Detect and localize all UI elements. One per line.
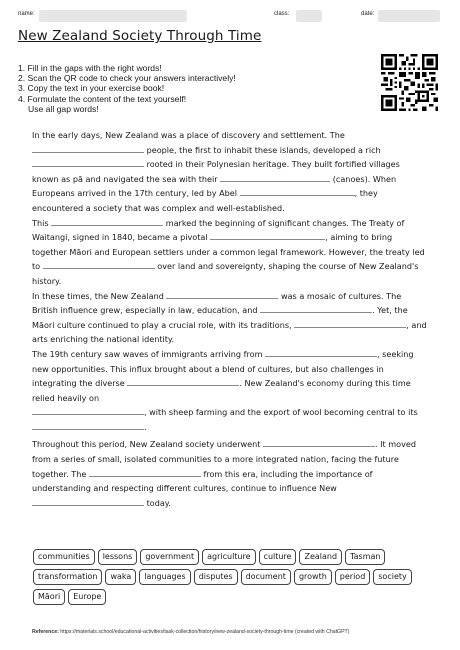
word-chip[interactable]: languages	[139, 569, 190, 585]
paragraph	[32, 347, 428, 435]
text-fragment: , and arts enriching the national identity.	[32, 319, 427, 345]
instruction-item: 2. Scan the QR code to check your answers interactively!	[18, 73, 236, 84]
word-chip[interactable]: agriculture	[202, 549, 255, 565]
word-chip[interactable]: Tasman	[345, 549, 385, 565]
class-label: class:	[274, 11, 290, 17]
word-chip[interactable]: society	[373, 569, 411, 585]
word-chip[interactable]: communities	[33, 549, 95, 565]
word-chip[interactable]: disputes	[194, 569, 238, 585]
name-field[interactable]	[39, 10, 187, 22]
text-fragment: In the early days, New Zealand was a place of discovery and settlement. The	[32, 130, 345, 140]
text-fragment: , aiming to bring together Māori and European settlers under a common legal framework. However, the treaty led to	[32, 232, 425, 272]
text-fragment: was a mosaic of cultures. The British influence grew, especially in law, education, and	[32, 290, 402, 316]
paragraph	[32, 216, 428, 289]
instruction-item: 1. Fill in the gaps with the right words!	[18, 63, 162, 73]
paragraph	[32, 289, 428, 347]
word-bank	[33, 549, 433, 605]
gap-field[interactable]	[32, 496, 144, 506]
text-fragment: . It moved from a series of small, isolated communities to a more integrated nation, facing the future together. The	[32, 439, 417, 479]
text-fragment: . New Zealand's economy during this time relied heavily on	[32, 378, 411, 403]
gap-field[interactable]	[89, 467, 201, 477]
word-chip[interactable]: period	[335, 569, 370, 585]
cloze-text	[32, 128, 428, 510]
date-field[interactable]	[378, 10, 440, 22]
gap-field[interactable]	[240, 186, 355, 196]
text-fragment: over land and sovereignty, shaping the course of New Zealand's history.	[32, 261, 419, 286]
gap-field[interactable]	[210, 230, 325, 240]
gap-field[interactable]	[43, 259, 155, 269]
gap-field[interactable]	[220, 172, 330, 182]
word-chip[interactable]: transformation	[33, 569, 102, 585]
text-fragment: , with sheep farming and the export of wool becoming central to its	[144, 407, 418, 418]
name-label: name:	[18, 11, 35, 17]
word-chip[interactable]: culture	[259, 549, 297, 565]
text-fragment: In these times, the New Zealand	[32, 290, 167, 301]
qr-code-icon[interactable]	[381, 54, 438, 111]
text-fragment: .	[144, 421, 147, 432]
text-fragment: people, the first to inhabit these islands, developed a rich	[144, 144, 381, 155]
paragraph	[32, 128, 428, 216]
instructions-list	[18, 63, 236, 114]
gap-field[interactable]	[166, 289, 278, 299]
instruction-item: Use all gap words!	[28, 103, 99, 114]
gap-field[interactable]	[260, 303, 372, 313]
gap-field[interactable]	[127, 376, 239, 386]
date-label: date:	[361, 11, 375, 17]
paragraph	[32, 437, 428, 510]
instruction-item: 3. Copy the text in your exercise book!	[18, 83, 165, 94]
reference-link[interactable]: https://materials.school/educational-activities/task-collection/history/new-zealand-society-through-time (created with ChatGPT)	[58, 629, 350, 635]
gap-field[interactable]	[51, 216, 163, 226]
text-fragment: from this era, including the importance of understanding and respecting different cultures, continue to influence New	[32, 468, 373, 494]
text-fragment: The 19th century saw waves of immigrants arriving from	[32, 348, 266, 359]
reference-label: Reference:	[32, 629, 59, 635]
gap-field[interactable]	[294, 318, 406, 328]
text-fragment: (canoes). When Europeans arrived in the 17th century, led by Abel	[32, 173, 397, 199]
gap-field[interactable]	[265, 347, 377, 357]
text-fragment: rooted in their Polynesian heritage. They built fortified villages known as pā and navigated the sea with their	[32, 159, 400, 184]
text-fragment: This	[32, 217, 52, 228]
word-chip[interactable]: Europe	[68, 589, 106, 605]
instruction-item: 4. Formulate the content of the text yourself!	[18, 93, 187, 104]
word-chip[interactable]: waka	[105, 569, 136, 585]
gap-field[interactable]	[32, 157, 144, 167]
reference	[32, 629, 349, 635]
word-chip[interactable]: lessons	[98, 549, 138, 565]
word-chip[interactable]: document	[241, 569, 291, 585]
word-chip[interactable]: government	[140, 549, 199, 565]
page-title: New Zealand Society Through Time	[18, 28, 262, 44]
text-fragment: marked the beginning of significant changes. The Treaty of Waitangi, signed in 1840, became a pivotal	[32, 217, 405, 243]
text-fragment: , they encountered a society that was complex and well-established.	[32, 188, 378, 213]
text-fragment: . Yet, the Māori culture continued to play a crucial role, with its traditions,	[32, 305, 408, 330]
gap-field[interactable]	[32, 143, 144, 153]
word-chip[interactable]: Māori	[33, 589, 65, 605]
gap-field[interactable]	[263, 437, 375, 447]
text-fragment: today.	[144, 497, 172, 508]
gap-field[interactable]	[32, 420, 144, 430]
word-chip[interactable]: growth	[294, 569, 332, 585]
class-field[interactable]	[296, 10, 322, 22]
text-fragment: Throughout this period, New Zealand society underwent	[32, 439, 263, 450]
gap-field[interactable]	[32, 405, 144, 415]
text-fragment: , seeking new opportunities. This influx brought about a blend of cultures, but also challenges in integrating the diverse	[32, 348, 414, 389]
word-chip[interactable]: Zealand	[299, 549, 342, 565]
